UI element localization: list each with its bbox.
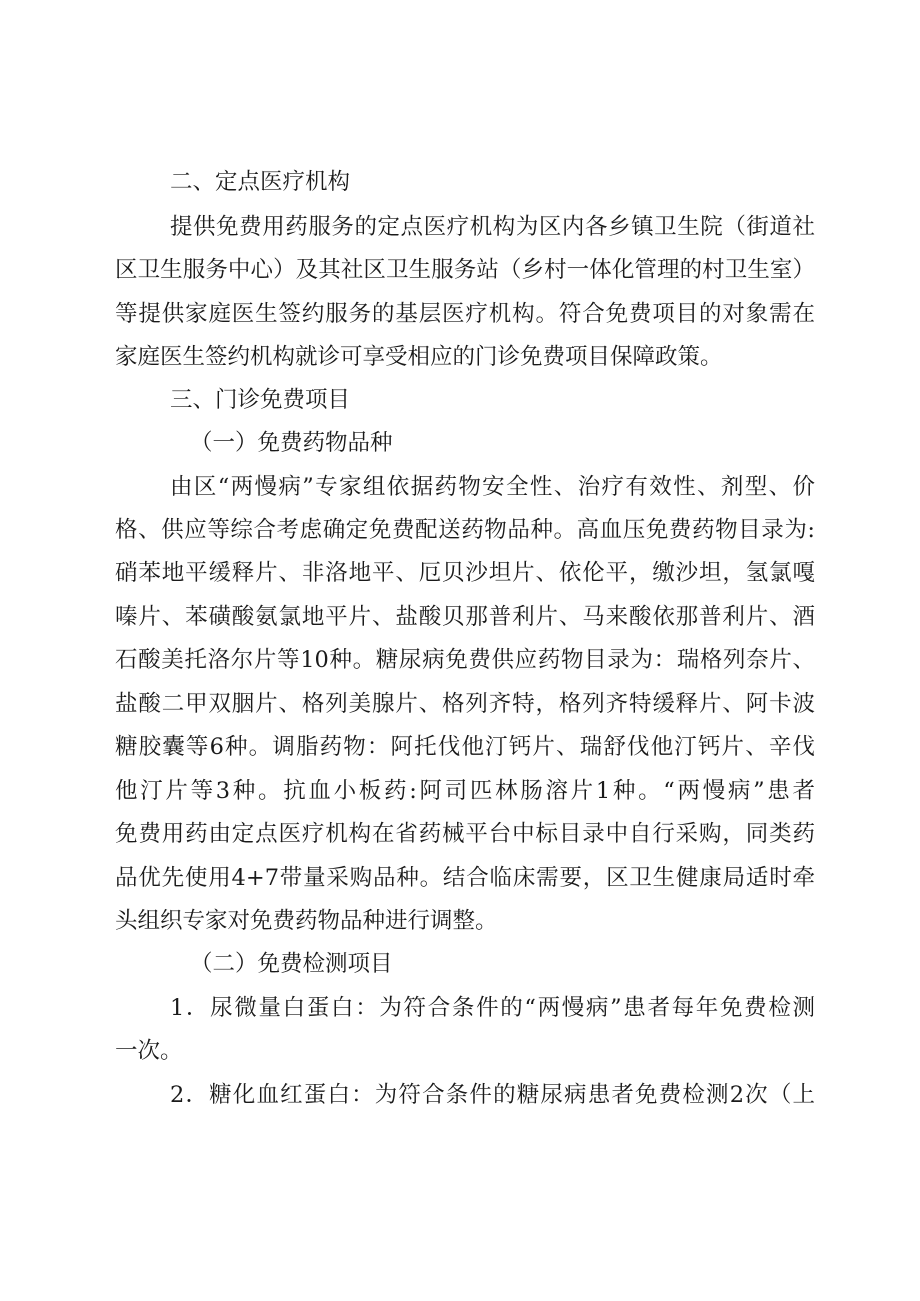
- subsection-heading-free-tests: （二）免费检测项目: [190, 951, 393, 977]
- paragraph-line: 嗪片、苯磺酸氨氯地平片、盐酸贝那普利片、马来酸依那普利片、酒: [115, 604, 815, 630]
- paragraph-line: 糖胶囊等6种。调脂药物：阿托伐他汀钙片、瑞舒伐他汀钙片、辛伐: [115, 734, 815, 760]
- list-item-glycated-hemoglobin: 2．糖化血红蛋白：为符合条件的糖尿病患者免费检测2次（上: [170, 1082, 815, 1108]
- paragraph-line: 硝苯地平缓释片、非洛地平、厄贝沙坦片、依伦平，缴沙坦，氢氯嘎: [115, 560, 815, 586]
- paragraph-line: 家庭医生签约机构就诊可享受相应的门诊免费项目保障政策。: [115, 344, 723, 370]
- paragraph-line: 盐酸二甲双胭片、格列美腺片、格列齐特，格列齐特缓释片、阿卡波: [115, 691, 815, 717]
- paragraph-line: 品优先使用4+7带量采购品种。结合临床需要，区卫生健康局适时牵: [115, 865, 815, 891]
- subsection-heading-free-drugs: （一）免费药物品种: [190, 430, 393, 456]
- paragraph-line: 石酸美托洛尔片等10种。糖尿病免费供应药物目录为：瑞格列奈片、: [115, 647, 815, 673]
- section-heading-designated-institutions: 二、定点医疗机构: [170, 169, 351, 195]
- paragraph-line: 区卫生服务中心）及其社区卫生服务站（乡村一体化管理的村卫生室）: [115, 257, 815, 283]
- paragraph-line: 提供免费用药服务的定点医疗机构为区内各乡镇卫生院（街道社: [170, 214, 815, 240]
- paragraph-line: 他汀片等3种。抗血小板药:阿司匹林肠溶片1种。“两慢病”患者: [115, 778, 815, 804]
- list-item-urine-microalbumin: 1．尿微量白蛋白：为符合条件的“两慢病”患者每年免费检测: [170, 995, 815, 1021]
- section-heading-outpatient-free-items: 三、门诊免费项目: [170, 387, 351, 413]
- list-item-continuation: 一次。: [115, 1038, 183, 1064]
- paragraph-line: 免费用药由定点医疗机构在省药械平台中标目录中自行采购，同类药: [115, 821, 815, 847]
- paragraph-line: 头组织专家对免费药物品种进行调整。: [115, 908, 498, 934]
- paragraph-line: 由区“两慢病”专家组依据药物安全性、治疗有效性、剂型、价: [170, 474, 815, 500]
- paragraph-line: 等提供家庭医生签约服务的基层医疗机构。符合免费项目的对象需在: [115, 301, 815, 327]
- paragraph-line: 格、供应等综合考虑确定免费配送药物品种。高血压免费药物目录为:: [115, 517, 815, 543]
